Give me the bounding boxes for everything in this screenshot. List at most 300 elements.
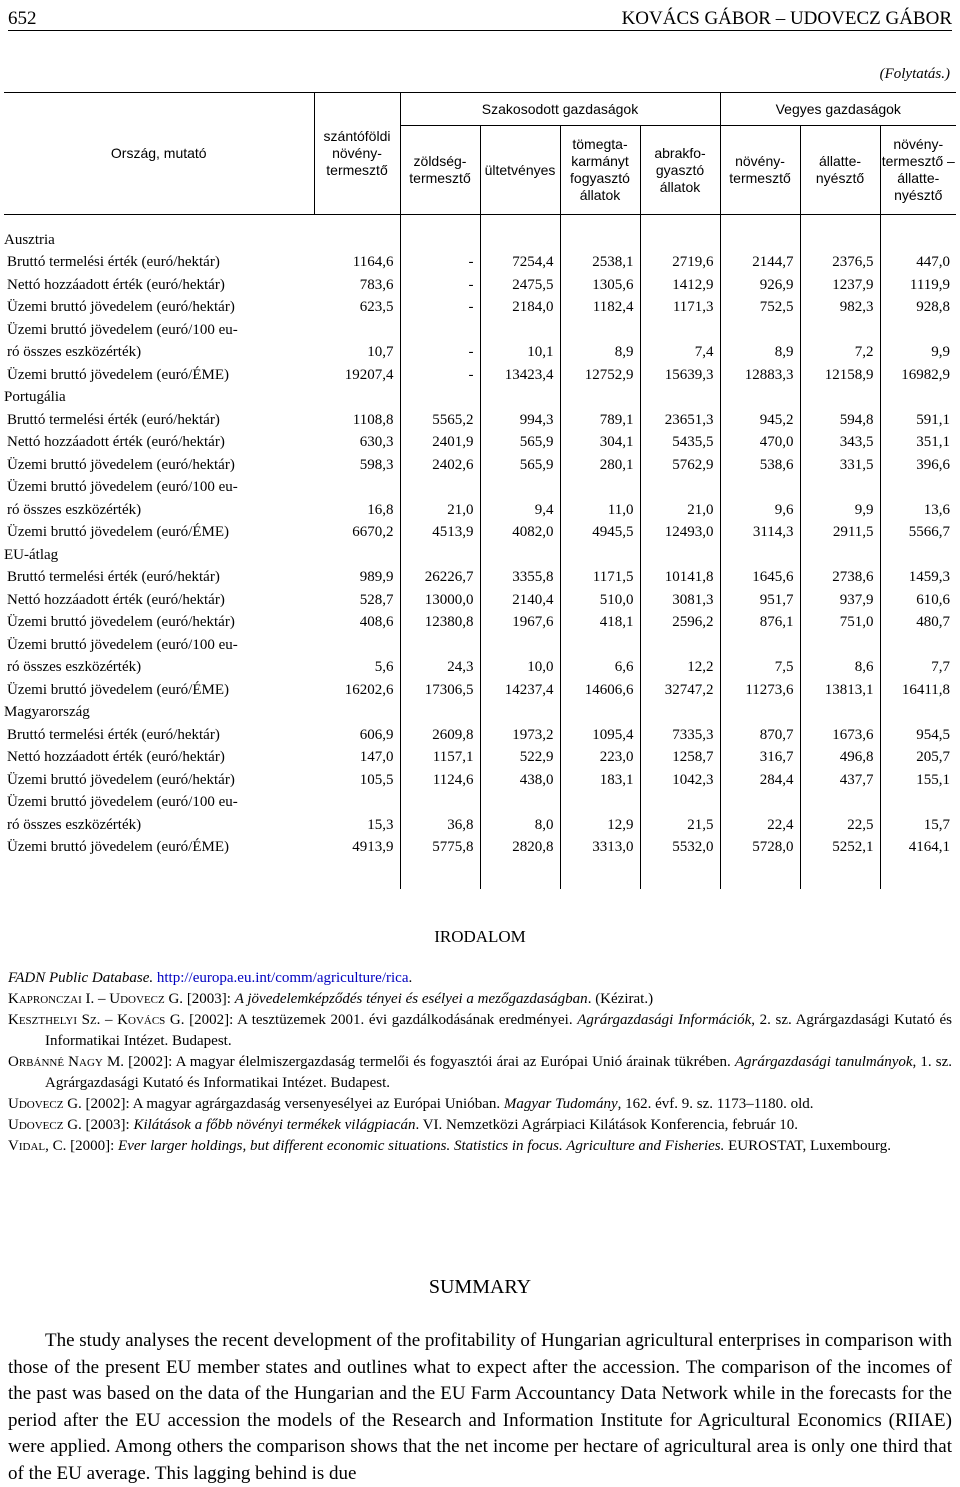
- table-cell: 3081,3: [640, 589, 720, 612]
- table-cell: 36,8: [400, 814, 480, 837]
- table-cell: 2144,7: [720, 252, 800, 275]
- reference-item: [8, 1052, 952, 1094]
- table-cell: 23651,3: [640, 409, 720, 432]
- table-cell: 528,7: [359, 591, 394, 608]
- row-label: Nettó hozzáadott érték (euró/hektár): [7, 276, 225, 293]
- cell: [640, 387, 720, 410]
- reference-text: A jövedelemképződés tényei és esélyei a mezőgazdaságban: [234, 991, 588, 1007]
- reference-authors: Orbánné Nagy M.: [8, 1054, 125, 1070]
- table-cell: 2719,6: [640, 252, 720, 275]
- cell: [560, 319, 640, 342]
- cell: [480, 477, 560, 500]
- row-label: Nettó hozzáadott érték (euró/hektár): [7, 434, 225, 451]
- table-cell: 630,3: [359, 434, 394, 451]
- table-cell: 12883,3: [720, 364, 800, 387]
- table-cell: 2596,2: [640, 612, 720, 635]
- reference-text: Magyar Tudomány: [503, 1096, 618, 1112]
- table-cell: 4082,0: [480, 522, 560, 545]
- running-header-authors: KOVÁCS GÁBOR – UDOVECZ GÁBOR: [621, 8, 952, 29]
- row-label: Üzemi bruttó jövedelem (euró/100 eu-: [7, 794, 238, 811]
- table-row: [4, 589, 956, 612]
- table-cell: 8,6: [800, 657, 880, 680]
- table-row: [4, 409, 956, 432]
- table-row: [4, 567, 956, 590]
- table-cell: 438,0: [480, 769, 560, 792]
- table-cell: 17306,5: [400, 679, 480, 702]
- cell: [720, 859, 800, 889]
- table-cell: 5,6: [374, 659, 394, 676]
- column-header: növény-termesztő: [720, 126, 800, 215]
- reference-text: Agrárgazdasági Információk: [577, 1012, 752, 1028]
- column-header: ültetvényes: [480, 126, 560, 215]
- country-row: [4, 544, 956, 567]
- running-header: [8, 4, 952, 31]
- country-name: Portugália: [4, 389, 66, 406]
- cell: [640, 544, 720, 567]
- table-cell: 565,9: [480, 432, 560, 455]
- column-header: abrakfo-gyasztó állatok: [640, 126, 720, 215]
- table-cell: 16,8: [367, 501, 394, 518]
- reference-text: Kilátások a főbb növényi termékek világpiacán: [133, 1117, 416, 1133]
- table-cell: 5775,8: [400, 837, 480, 860]
- table-row: [4, 522, 956, 545]
- cell: [640, 477, 720, 500]
- cell: [800, 319, 880, 342]
- row-label: Üzemi bruttó jövedelem (euró/100 eu-: [7, 636, 238, 653]
- table-cell: 2140,4: [480, 589, 560, 612]
- table-cell: 24,3: [400, 657, 480, 680]
- cell: [560, 229, 640, 252]
- cell: [560, 544, 640, 567]
- cell: [800, 702, 880, 725]
- table-cell: 926,9: [720, 274, 800, 297]
- cell: [400, 387, 480, 410]
- cell: [314, 319, 400, 342]
- table-cell: 10141,8: [640, 567, 720, 590]
- table-cell: 19207,4: [344, 366, 394, 383]
- table-cell: 1095,4: [560, 724, 640, 747]
- table-cell: 205,7: [880, 747, 956, 770]
- cell: [314, 792, 400, 815]
- reference-text: [2003]:: [183, 991, 235, 1007]
- table-cell: 15,7: [880, 814, 956, 837]
- reference-item: [8, 989, 952, 1010]
- country-row: [4, 229, 956, 252]
- table-cell: 1673,6: [800, 724, 880, 747]
- table-cell: 9,9: [880, 342, 956, 365]
- table-cell: 928,8: [880, 297, 956, 320]
- table-cell: 408,6: [359, 614, 394, 631]
- table-cell: 15639,3: [640, 364, 720, 387]
- table-row: [4, 769, 956, 792]
- cell: [800, 544, 880, 567]
- table-cell: 5728,0: [720, 837, 800, 860]
- cell: [720, 792, 800, 815]
- row-label-continued: ró összes eszközérték): [7, 816, 142, 833]
- cell: [800, 215, 880, 230]
- table-cell: 937,9: [800, 589, 880, 612]
- column-header: zöldség-termesztő: [400, 126, 480, 215]
- country-name: EU-átlag: [4, 546, 59, 563]
- table-cell: 2538,1: [560, 252, 640, 275]
- table-cell: 280,1: [560, 454, 640, 477]
- table-cell: 8,0: [480, 814, 560, 837]
- table-cell: 13423,4: [480, 364, 560, 387]
- table-cell: 6670,2: [352, 524, 394, 541]
- row-label: Üzemi bruttó jövedelem (euró/100 eu-: [7, 321, 238, 338]
- cell: [400, 792, 480, 815]
- table-cell: 5565,2: [400, 409, 480, 432]
- table-cell: 447,0: [880, 252, 956, 275]
- cell: [400, 634, 480, 657]
- page-number: 652: [8, 8, 37, 29]
- table-cell: 12380,8: [400, 612, 480, 635]
- references-list: [8, 968, 952, 1157]
- spacer-row: [4, 859, 956, 889]
- table-row: [4, 499, 956, 522]
- table-cell: 538,6: [720, 454, 800, 477]
- table-cell: 16411,8: [880, 679, 956, 702]
- table-cell: 623,5: [359, 299, 394, 316]
- reference-text: [2002]: A magyar agrárgazdaság versenyesélyei az Európai Unióban.: [81, 1096, 504, 1112]
- cell: [720, 387, 800, 410]
- table-cell: 598,3: [359, 456, 394, 473]
- table-row: [4, 454, 956, 477]
- cell: [314, 387, 400, 410]
- table-cell: 594,8: [800, 409, 880, 432]
- row-label: Üzemi bruttó jövedelem (euró/hektár): [7, 614, 235, 631]
- row-label-continued: ró összes eszközérték): [7, 501, 142, 518]
- table-cell: 183,1: [560, 769, 640, 792]
- cell: [400, 319, 480, 342]
- table-row: [4, 364, 956, 387]
- table-cell: 3355,8: [480, 567, 560, 590]
- table-row: [4, 837, 956, 860]
- cell: [400, 702, 480, 725]
- table-cell: 1157,1: [400, 747, 480, 770]
- group-header-specialized: Szakosodott gazdaságok: [400, 93, 720, 126]
- table-cell: 22,5: [800, 814, 880, 837]
- table-cell: 982,3: [800, 297, 880, 320]
- cell: [720, 477, 800, 500]
- table-cell: 470,0: [720, 432, 800, 455]
- cell: [880, 387, 956, 410]
- cell: [880, 634, 956, 657]
- reference-text: Agrárgazdasági tanulmányok: [734, 1054, 913, 1070]
- table-cell: 2911,5: [800, 522, 880, 545]
- reference-link[interactable]: http://europa.eu.int/comm/agriculture/rica: [156, 970, 409, 986]
- cell: [560, 702, 640, 725]
- row-label: Üzemi bruttó jövedelem (euró/hektár): [7, 299, 235, 316]
- table-cell: 10,0: [480, 657, 560, 680]
- table-cell: 1171,5: [560, 567, 640, 590]
- table-cell: 5252,1: [800, 837, 880, 860]
- row-label: Bruttó termelési érték (euró/hektár): [7, 726, 220, 743]
- reference-text: Ever larger holdings, but different economic situations. Statistics in focus. Agriculture and Fisheries.: [118, 1138, 725, 1154]
- table-cell: -: [400, 342, 480, 365]
- table-cell: 16982,9: [880, 364, 956, 387]
- table-cell: 2609,8: [400, 724, 480, 747]
- table-cell: 1237,9: [800, 274, 880, 297]
- row-label: Bruttó termelési érték (euró/hektár): [7, 254, 220, 271]
- cell: [314, 229, 400, 252]
- table-cell: 437,7: [800, 769, 880, 792]
- table-cell: 21,0: [400, 499, 480, 522]
- cell: [480, 215, 560, 230]
- table-cell: 1108,8: [352, 411, 394, 428]
- table-cell: 989,9: [359, 569, 394, 586]
- table-cell: 1305,6: [560, 274, 640, 297]
- cell: [720, 634, 800, 657]
- cell: [640, 859, 720, 889]
- row-label: Üzemi bruttó jövedelem (euró/hektár): [7, 771, 235, 788]
- cell: [800, 387, 880, 410]
- table-cell: 32747,2: [640, 679, 720, 702]
- column-header: növény-termesztő – állatte-nyésztő: [880, 126, 956, 215]
- table-cell: 12,2: [640, 657, 720, 680]
- cell: [720, 544, 800, 567]
- table-row: [4, 274, 956, 297]
- row-label: Bruttó termelési érték (euró/hektár): [7, 569, 220, 586]
- table-cell: 1182,4: [560, 297, 640, 320]
- cell: [640, 319, 720, 342]
- reference-text: FADN Public Database.: [8, 970, 157, 986]
- table-cell: 480,7: [880, 612, 956, 635]
- table-cell: 3313,0: [560, 837, 640, 860]
- table-cell: 870,7: [720, 724, 800, 747]
- row-label: Nettó hozzáadott érték (euró/hektár): [7, 749, 225, 766]
- table-cell: 13,6: [880, 499, 956, 522]
- reference-item: [8, 1115, 952, 1136]
- column-header: tömegta-karmányt fogyasztó állatok: [560, 126, 640, 215]
- table-row: [4, 657, 956, 680]
- table-cell: 1119,9: [880, 274, 956, 297]
- cell: [880, 319, 956, 342]
- cell: [4, 215, 314, 230]
- cell: [880, 859, 956, 889]
- cell: [640, 792, 720, 815]
- table-cell: 12158,9: [800, 364, 880, 387]
- table-cell: 6,6: [560, 657, 640, 680]
- table-cell: 9,6: [720, 499, 800, 522]
- cell: [480, 702, 560, 725]
- reference-authors: Udovecz G.: [8, 1096, 82, 1112]
- country-row: [4, 702, 956, 725]
- summary-text: The study analyses the recent development of the profitability of Hungarian agricultural enterprises in comparison with those of the present EU member states and outlines what to expect after the accession. The comparison of the incomes of the past was based on the data of the Hungarian and the EU Farm Accountancy Data Network while in the forecasts for the period after the EU accession the models of the Research and Information Institute for Agricultural Economics (RIIAE) were applied. Among others the comparison shows that the net income per hectare of agricultural area is only one third that of the EU average. This lagging behind is due: [8, 1330, 952, 1484]
- table-cell: 2376,5: [800, 252, 880, 275]
- reference-text: . (Kézirat.): [587, 991, 654, 1007]
- cell: [480, 544, 560, 567]
- table-cell: 4513,9: [400, 522, 480, 545]
- reference-text: , 162. évf. 9. sz. 1173–1180. old.: [617, 1096, 814, 1112]
- table-body: [4, 215, 956, 890]
- reference-authors: Keszthelyi Sz. – Kovács G.: [8, 1012, 185, 1028]
- table-cell: 606,9: [359, 726, 394, 743]
- table-cell: 945,2: [720, 409, 800, 432]
- table-row: [4, 297, 956, 320]
- cell: [400, 859, 480, 889]
- table-cell: 783,6: [359, 276, 394, 293]
- table-row: [4, 477, 956, 500]
- continuation-note: (Folytatás.): [879, 66, 950, 82]
- table-cell: 12493,0: [640, 522, 720, 545]
- table-cell: 14606,6: [560, 679, 640, 702]
- table-cell: 5532,0: [640, 837, 720, 860]
- table-cell: 1459,3: [880, 567, 956, 590]
- table-cell: 1164,6: [352, 254, 394, 271]
- cell: [480, 387, 560, 410]
- table-cell: 2738,6: [800, 567, 880, 590]
- cell: [4, 859, 314, 889]
- table-cell: 5762,9: [640, 454, 720, 477]
- table-row: [4, 319, 956, 342]
- row-label-continued: ró összes eszközérték): [7, 659, 142, 676]
- table-cell: 1412,9: [640, 274, 720, 297]
- reference-item: [8, 1094, 952, 1115]
- table-cell: 418,1: [560, 612, 640, 635]
- table-cell: 8,9: [720, 342, 800, 365]
- country-name: Ausztria: [4, 231, 55, 248]
- table-cell: 26226,7: [400, 567, 480, 590]
- table-cell: 1042,3: [640, 769, 720, 792]
- cell: [880, 792, 956, 815]
- table-cell: 954,5: [880, 724, 956, 747]
- table-row: [4, 747, 956, 770]
- cell: [480, 634, 560, 657]
- table-cell: 9,4: [480, 499, 560, 522]
- table-cell: 1967,6: [480, 612, 560, 635]
- cell: [314, 477, 400, 500]
- table-row: [4, 814, 956, 837]
- table-row: [4, 252, 956, 275]
- cell: [640, 215, 720, 230]
- table-cell: 10,7: [367, 344, 394, 361]
- table-row: [4, 432, 956, 455]
- row-label: Üzemi bruttó jövedelem (euró/ÉME): [7, 366, 230, 383]
- reference-item: [8, 1010, 952, 1052]
- table-cell: 4913,9: [352, 839, 394, 856]
- table-row: [4, 679, 956, 702]
- row-label: Üzemi bruttó jövedelem (euró/100 eu-: [7, 479, 238, 496]
- table-cell: 2402,6: [400, 454, 480, 477]
- table-cell: 565,9: [480, 454, 560, 477]
- table-cell: -: [400, 364, 480, 387]
- table-cell: 304,1: [560, 432, 640, 455]
- table-cell: 751,0: [800, 612, 880, 635]
- table-cell: 1645,6: [720, 567, 800, 590]
- table-cell: 7254,4: [480, 252, 560, 275]
- reference-text: [2002]: A tesztüzemek 2001. évi gazdálkodásának eredményei.: [184, 1012, 578, 1028]
- table-cell: 1973,2: [480, 724, 560, 747]
- cell: [400, 215, 480, 230]
- table-cell: 13813,1: [800, 679, 880, 702]
- cell: [720, 229, 800, 252]
- table-cell: 1124,6: [400, 769, 480, 792]
- table-cell: 4945,5: [560, 522, 640, 545]
- cell: [720, 702, 800, 725]
- cell: [560, 477, 640, 500]
- reference-text: . VI. Nemzetközi Agrárpiaci Kilátások Konferencia, február 10.: [415, 1117, 798, 1133]
- cell: [640, 702, 720, 725]
- table-row: [4, 342, 956, 365]
- country-name: Magyarország: [4, 704, 90, 721]
- reference-authors: Kapronczai I. – Udovecz G.: [8, 991, 184, 1007]
- table-cell: 7,4: [640, 342, 720, 365]
- table-cell: 5566,7: [880, 522, 956, 545]
- table-row: [4, 634, 956, 657]
- spacer-row: [4, 215, 956, 230]
- table-cell: 21,5: [640, 814, 720, 837]
- reference-text: .: [408, 970, 413, 986]
- cell: [314, 859, 400, 889]
- table-cell: 1171,3: [640, 297, 720, 320]
- data-table: [4, 92, 956, 889]
- table-cell: 591,1: [880, 409, 956, 432]
- table-cell: 8,9: [560, 342, 640, 365]
- table-cell: 16202,6: [344, 681, 394, 698]
- cell: [800, 477, 880, 500]
- reference-text: , 1. sz. Agrárgazdasági Kutató és Informatikai Intézet. Budapest.: [45, 1054, 952, 1091]
- cell: [880, 229, 956, 252]
- cell: [314, 702, 400, 725]
- table-cell: 155,1: [880, 769, 956, 792]
- row-label: Üzemi bruttó jövedelem (euró/ÉME): [7, 839, 230, 856]
- cell: [880, 702, 956, 725]
- table-cell: 951,7: [720, 589, 800, 612]
- table-cell: 7335,3: [640, 724, 720, 747]
- table-cell: 876,1: [720, 612, 800, 635]
- table-cell: 11273,6: [720, 679, 800, 702]
- cell: [560, 792, 640, 815]
- reference-item: [8, 1136, 952, 1157]
- reference-text: [2000]:: [66, 1138, 119, 1154]
- cell: [560, 387, 640, 410]
- table-cell: 331,5: [800, 454, 880, 477]
- stub-header: Ország, mutató: [4, 93, 314, 215]
- row-label: Nettó hozzáadott érték (euró/hektár): [7, 591, 225, 608]
- table-row: [4, 792, 956, 815]
- table-cell: 21,0: [640, 499, 720, 522]
- cell: [800, 792, 880, 815]
- cell: [560, 859, 640, 889]
- table-cell: 316,7: [720, 747, 800, 770]
- cell: [800, 229, 880, 252]
- table-cell: 510,0: [560, 589, 640, 612]
- table-cell: 7,5: [720, 657, 800, 680]
- cell: [640, 634, 720, 657]
- cell: [880, 544, 956, 567]
- table-cell: 610,6: [880, 589, 956, 612]
- table-cell: 12,9: [560, 814, 640, 837]
- cell: [400, 544, 480, 567]
- table-cell: 7,7: [880, 657, 956, 680]
- table-cell: 496,8: [800, 747, 880, 770]
- cell: [314, 544, 400, 567]
- table-cell: 5435,5: [640, 432, 720, 455]
- table-cell: 522,9: [480, 747, 560, 770]
- reference-text: , 2. sz. Agrárgazdasági Kutató és Informatikai Intézet. Budapest.: [45, 1012, 953, 1049]
- table-cell: -: [400, 252, 480, 275]
- table-cell: 2401,9: [400, 432, 480, 455]
- reference-authors: Vidal, C.: [8, 1138, 67, 1154]
- table-cell: -: [400, 297, 480, 320]
- table-cell: 2820,8: [480, 837, 560, 860]
- table-cell: 396,6: [880, 454, 956, 477]
- references-title: IRODALOM: [434, 927, 526, 946]
- cell: [400, 477, 480, 500]
- row-label: Üzemi bruttó jövedelem (euró/ÉME): [7, 681, 230, 698]
- table-cell: 14237,4: [480, 679, 560, 702]
